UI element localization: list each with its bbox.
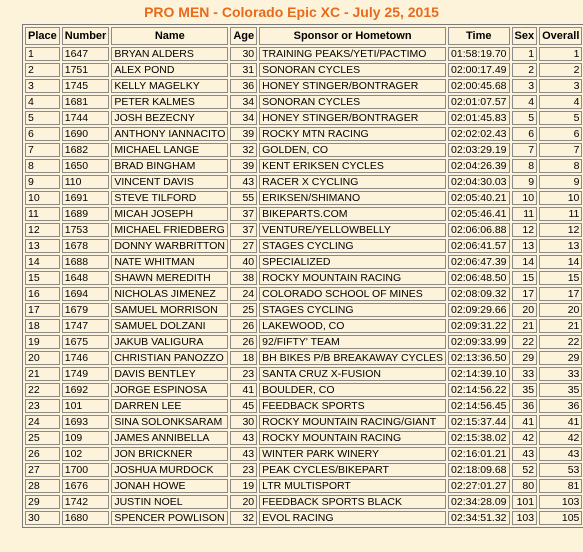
cell-sponsor: TRAINING PEAKS/YETI/PACTIMO: [259, 47, 446, 61]
cell-time: 02:34:51.32: [448, 511, 509, 525]
cell-overall: 7: [539, 143, 582, 157]
cell-sponsor: VENTURE/YELLOWBELLY: [259, 223, 446, 237]
cell-name: DAVIS BENTLEY: [111, 367, 228, 381]
cell-sex: 21: [512, 319, 538, 333]
cell-time: 02:14:39.10: [448, 367, 509, 381]
header-row: [25, 27, 582, 45]
cell-place: 11: [25, 207, 60, 221]
cell-number: 1689: [62, 207, 110, 221]
table-row: [25, 271, 582, 285]
cell-number: 102: [62, 447, 110, 461]
column-header-age: Age: [230, 27, 257, 45]
cell-name: BRAD BINGHAM: [111, 159, 228, 173]
cell-number: 1680: [62, 511, 110, 525]
cell-sponsor: HONEY STINGER/BONTRAGER: [259, 111, 446, 125]
cell-number: 1692: [62, 383, 110, 397]
table-row: [25, 495, 582, 509]
cell-number: 1744: [62, 111, 110, 125]
table-row: [25, 159, 582, 173]
cell-age: 40: [230, 255, 257, 269]
cell-age: 38: [230, 271, 257, 285]
cell-sponsor: ROCKY MOUNTAIN RACING/GIANT: [259, 415, 446, 429]
cell-time: 02:00:17.49: [448, 63, 509, 77]
cell-number: 1742: [62, 495, 110, 509]
cell-number: 109: [62, 431, 110, 445]
cell-time: 02:02:02.43: [448, 127, 509, 141]
cell-sex: 13: [512, 239, 538, 253]
cell-name: SAMUEL DOLZANI: [111, 319, 228, 333]
cell-number: 1676: [62, 479, 110, 493]
cell-age: 25: [230, 303, 257, 317]
cell-age: 27: [230, 239, 257, 253]
cell-overall: 22: [539, 335, 582, 349]
cell-number: 101: [62, 399, 110, 413]
cell-sponsor: LTR MULTISPORT: [259, 479, 446, 493]
table-row: [25, 95, 582, 109]
cell-sex: 14: [512, 255, 538, 269]
cell-age: 32: [230, 511, 257, 525]
cell-age: 18: [230, 351, 257, 365]
cell-age: 39: [230, 127, 257, 141]
column-header-name: Name: [111, 27, 228, 45]
cell-place: 27: [25, 463, 60, 477]
cell-sponsor: FEEDBACK SPORTS BLACK: [259, 495, 446, 509]
cell-sponsor: COLORADO SCHOOL OF MINES: [259, 287, 446, 301]
cell-time: 02:06:41.57: [448, 239, 509, 253]
cell-overall: 9: [539, 175, 582, 189]
cell-overall: 103: [539, 495, 582, 509]
cell-age: 23: [230, 367, 257, 381]
cell-sex: 33: [512, 367, 538, 381]
cell-sex: 6: [512, 127, 538, 141]
cell-sex: 9: [512, 175, 538, 189]
cell-time: 02:09:31.22: [448, 319, 509, 333]
cell-age: 43: [230, 175, 257, 189]
cell-age: 37: [230, 223, 257, 237]
cell-overall: 8: [539, 159, 582, 173]
cell-age: 30: [230, 47, 257, 61]
cell-time: 02:34:28.09: [448, 495, 509, 509]
table-row: [25, 127, 582, 141]
cell-number: 1647: [62, 47, 110, 61]
cell-age: 41: [230, 383, 257, 397]
cell-name: SHAWN MEREDITH: [111, 271, 228, 285]
cell-overall: 13: [539, 239, 582, 253]
cell-overall: 3: [539, 79, 582, 93]
cell-time: 02:00:45.68: [448, 79, 509, 93]
table-row: [25, 351, 582, 365]
cell-overall: 43: [539, 447, 582, 461]
cell-time: 01:58:19.70: [448, 47, 509, 61]
table-row: [25, 239, 582, 253]
table-row: [25, 143, 582, 157]
cell-number: 1753: [62, 223, 110, 237]
cell-overall: 42: [539, 431, 582, 445]
cell-age: 19: [230, 479, 257, 493]
cell-age: 23: [230, 463, 257, 477]
column-header-sponsor: Sponsor or Hometown: [259, 27, 446, 45]
cell-overall: 12: [539, 223, 582, 237]
cell-overall: 29: [539, 351, 582, 365]
cell-overall: 4: [539, 95, 582, 109]
cell-name: JORGE ESPINOSA: [111, 383, 228, 397]
cell-overall: 105: [539, 511, 582, 525]
cell-sex: 41: [512, 415, 538, 429]
cell-sex: 42: [512, 431, 538, 445]
cell-number: 1694: [62, 287, 110, 301]
cell-time: 02:04:30.03: [448, 175, 509, 189]
cell-overall: 2: [539, 63, 582, 77]
cell-time: 02:14:56.45: [448, 399, 509, 413]
table-row: [25, 431, 582, 445]
cell-time: 02:08:09.32: [448, 287, 509, 301]
cell-place: 13: [25, 239, 60, 253]
cell-sex: 2: [512, 63, 538, 77]
cell-sex: 5: [512, 111, 538, 125]
cell-sponsor: SANTA CRUZ X-FUSION: [259, 367, 446, 381]
table-row: [25, 447, 582, 461]
cell-place: 20: [25, 351, 60, 365]
cell-time: 02:01:45.83: [448, 111, 509, 125]
cell-age: 30: [230, 415, 257, 429]
cell-name: MICHAEL FRIEDBERG: [111, 223, 228, 237]
cell-time: 02:06:47.39: [448, 255, 509, 269]
cell-place: 22: [25, 383, 60, 397]
cell-sponsor: SONORAN CYCLES: [259, 63, 446, 77]
cell-name: ALEX POND: [111, 63, 228, 77]
cell-sponsor: GOLDEN, CO: [259, 143, 446, 157]
cell-number: 1747: [62, 319, 110, 333]
cell-sex: 103: [512, 511, 538, 525]
cell-sponsor: BOULDER, CO: [259, 383, 446, 397]
cell-number: 1751: [62, 63, 110, 77]
cell-place: 19: [25, 335, 60, 349]
cell-age: 26: [230, 335, 257, 349]
cell-place: 18: [25, 319, 60, 333]
cell-sponsor: BIKEPARTS.COM: [259, 207, 446, 221]
cell-place: 9: [25, 175, 60, 189]
cell-number: 1745: [62, 79, 110, 93]
table-row: [25, 319, 582, 333]
cell-number: 1749: [62, 367, 110, 381]
cell-name: CHRISTIAN PANOZZO: [111, 351, 228, 365]
cell-time: 02:15:37.44: [448, 415, 509, 429]
cell-place: 24: [25, 415, 60, 429]
cell-sex: 80: [512, 479, 538, 493]
cell-age: 34: [230, 111, 257, 125]
cell-name: SAMUEL MORRISON: [111, 303, 228, 317]
table-row: [25, 367, 582, 381]
cell-place: 4: [25, 95, 60, 109]
cell-sponsor: WINTER PARK WINERY: [259, 447, 446, 461]
cell-overall: 17: [539, 287, 582, 301]
cell-name: JON BRICKNER: [111, 447, 228, 461]
cell-overall: 35: [539, 383, 582, 397]
cell-time: 02:15:38.02: [448, 431, 509, 445]
cell-sex: 101: [512, 495, 538, 509]
results-table: [22, 24, 583, 528]
cell-age: 43: [230, 447, 257, 461]
cell-age: 26: [230, 319, 257, 333]
cell-place: 7: [25, 143, 60, 157]
cell-name: ANTHONY IANNACITO: [111, 127, 228, 141]
cell-age: 36: [230, 79, 257, 93]
cell-age: 20: [230, 495, 257, 509]
cell-sex: 10: [512, 191, 538, 205]
cell-name: VINCENT DAVIS: [111, 175, 228, 189]
cell-age: 31: [230, 63, 257, 77]
cell-sponsor: ROCKY MOUNTAIN RACING: [259, 271, 446, 285]
table-row: [25, 191, 582, 205]
cell-overall: 15: [539, 271, 582, 285]
cell-name: MICAH JOSEPH: [111, 207, 228, 221]
cell-number: 1648: [62, 271, 110, 285]
cell-time: 02:06:48.50: [448, 271, 509, 285]
table-row: [25, 511, 582, 525]
cell-overall: 6: [539, 127, 582, 141]
cell-name: JAMES ANNIBELLA: [111, 431, 228, 445]
cell-name: JUSTIN NOEL: [111, 495, 228, 509]
cell-time: 02:14:56.22: [448, 383, 509, 397]
cell-age: 43: [230, 431, 257, 445]
cell-overall: 5: [539, 111, 582, 125]
cell-age: 24: [230, 287, 257, 301]
cell-sex: 7: [512, 143, 538, 157]
column-header-time: Time: [448, 27, 509, 45]
cell-time: 02:01:07.57: [448, 95, 509, 109]
cell-overall: 21: [539, 319, 582, 333]
cell-sponsor: STAGES CYCLING: [259, 239, 446, 253]
column-header-sex: Sex: [512, 27, 538, 45]
cell-age: 55: [230, 191, 257, 205]
cell-name: NATE WHITMAN: [111, 255, 228, 269]
cell-place: 3: [25, 79, 60, 93]
cell-overall: 81: [539, 479, 582, 493]
cell-place: 15: [25, 271, 60, 285]
cell-place: 25: [25, 431, 60, 445]
cell-place: 2: [25, 63, 60, 77]
cell-sex: 15: [512, 271, 538, 285]
table-row: [25, 207, 582, 221]
cell-sponsor: BH BIKES P/B BREAKAWAY CYCLES: [259, 351, 446, 365]
cell-sex: 8: [512, 159, 538, 173]
cell-place: 26: [25, 447, 60, 461]
table-row: [25, 79, 582, 93]
table-row: [25, 223, 582, 237]
results-body: [25, 47, 582, 525]
table-row: [25, 255, 582, 269]
cell-sponsor: ERIKSEN/SHIMANO: [259, 191, 446, 205]
cell-time: 02:09:33.99: [448, 335, 509, 349]
column-header-place: Place: [25, 27, 60, 45]
cell-sponsor: PEAK CYCLES/BIKEPART: [259, 463, 446, 477]
cell-time: 02:04:26.39: [448, 159, 509, 173]
cell-time: 02:03:29.19: [448, 143, 509, 157]
cell-number: 1700: [62, 463, 110, 477]
cell-sponsor: 92/FIFTY' TEAM: [259, 335, 446, 349]
cell-place: 30: [25, 511, 60, 525]
column-header-number: Number: [62, 27, 110, 45]
cell-time: 02:13:36.50: [448, 351, 509, 365]
cell-name: JAKUB VALIGURA: [111, 335, 228, 349]
cell-overall: 14: [539, 255, 582, 269]
cell-time: 02:05:46.41: [448, 207, 509, 221]
table-row: [25, 47, 582, 61]
cell-time: 02:05:40.21: [448, 191, 509, 205]
cell-name: SPENCER POWLISON: [111, 511, 228, 525]
table-row: [25, 287, 582, 301]
page-title: PRO MEN - Colorado Epic XC - July 25, 2015: [144, 4, 439, 20]
cell-sponsor: HONEY STINGER/BONTRAGER: [259, 79, 446, 93]
table-row: [25, 399, 582, 413]
cell-overall: 33: [539, 367, 582, 381]
cell-age: 32: [230, 143, 257, 157]
cell-number: 1746: [62, 351, 110, 365]
table-row: [25, 463, 582, 477]
cell-number: 1688: [62, 255, 110, 269]
cell-name: PETER KALMES: [111, 95, 228, 109]
table-row: [25, 415, 582, 429]
cell-name: BRYAN ALDERS: [111, 47, 228, 61]
cell-name: KELLY MAGELKY: [111, 79, 228, 93]
cell-name: SINA SOLONKSARAM: [111, 415, 228, 429]
cell-sex: 12: [512, 223, 538, 237]
cell-sponsor: KENT ERIKSEN CYCLES: [259, 159, 446, 173]
cell-time: 02:09:29.66: [448, 303, 509, 317]
cell-age: 39: [230, 159, 257, 173]
table-row: [25, 303, 582, 317]
cell-sex: 1: [512, 47, 538, 61]
cell-name: DARREN LEE: [111, 399, 228, 413]
cell-sponsor: RACER X CYCLING: [259, 175, 446, 189]
cell-overall: 20: [539, 303, 582, 317]
cell-sponsor: SPECIALIZED: [259, 255, 446, 269]
cell-place: 6: [25, 127, 60, 141]
cell-overall: 36: [539, 399, 582, 413]
cell-sex: 3: [512, 79, 538, 93]
cell-sex: 20: [512, 303, 538, 317]
cell-number: 1675: [62, 335, 110, 349]
cell-age: 37: [230, 207, 257, 221]
cell-place: 14: [25, 255, 60, 269]
cell-sex: 36: [512, 399, 538, 413]
cell-place: 23: [25, 399, 60, 413]
table-row: [25, 335, 582, 349]
cell-sex: 17: [512, 287, 538, 301]
cell-sponsor: ROCKY MOUNTAIN RACING: [259, 431, 446, 445]
cell-place: 21: [25, 367, 60, 381]
cell-place: 1: [25, 47, 60, 61]
cell-sex: 29: [512, 351, 538, 365]
table-row: [25, 479, 582, 493]
table-row: [25, 383, 582, 397]
cell-overall: 41: [539, 415, 582, 429]
cell-number: 1681: [62, 95, 110, 109]
cell-time: 02:18:09.68: [448, 463, 509, 477]
cell-sex: 22: [512, 335, 538, 349]
cell-place: 17: [25, 303, 60, 317]
column-header-overall: Overall: [539, 27, 582, 45]
cell-number: 1650: [62, 159, 110, 173]
cell-name: JONAH HOWE: [111, 479, 228, 493]
cell-number: 1679: [62, 303, 110, 317]
cell-overall: 11: [539, 207, 582, 221]
cell-overall: 1: [539, 47, 582, 61]
cell-sponsor: FEEDBACK SPORTS: [259, 399, 446, 413]
cell-sponsor: SONORAN CYCLES: [259, 95, 446, 109]
cell-place: 12: [25, 223, 60, 237]
cell-time: 02:27:01.27: [448, 479, 509, 493]
cell-age: 45: [230, 399, 257, 413]
cell-name: NICHOLAS JIMENEZ: [111, 287, 228, 301]
cell-name: MICHAEL LANGE: [111, 143, 228, 157]
cell-name: JOSHUA MURDOCK: [111, 463, 228, 477]
table-row: [25, 63, 582, 77]
cell-sponsor: LAKEWOOD, CO: [259, 319, 446, 333]
cell-sponsor: EVOL RACING: [259, 511, 446, 525]
table-row: [25, 111, 582, 125]
cell-name: STEVE TILFORD: [111, 191, 228, 205]
cell-number: 1690: [62, 127, 110, 141]
cell-number: 110: [62, 175, 110, 189]
cell-place: 29: [25, 495, 60, 509]
cell-sponsor: STAGES CYCLING: [259, 303, 446, 317]
cell-sex: 4: [512, 95, 538, 109]
cell-number: 1691: [62, 191, 110, 205]
cell-sex: 43: [512, 447, 538, 461]
cell-age: 34: [230, 95, 257, 109]
cell-sex: 11: [512, 207, 538, 221]
cell-overall: 53: [539, 463, 582, 477]
cell-sponsor: ROCKY MTN RACING: [259, 127, 446, 141]
cell-overall: 10: [539, 191, 582, 205]
cell-sex: 35: [512, 383, 538, 397]
cell-time: 02:06:06.88: [448, 223, 509, 237]
cell-number: 1678: [62, 239, 110, 253]
cell-time: 02:16:01.21: [448, 447, 509, 461]
cell-place: 28: [25, 479, 60, 493]
cell-name: DONNY WARBRITTON: [111, 239, 228, 253]
table-row: [25, 175, 582, 189]
cell-place: 10: [25, 191, 60, 205]
cell-number: 1682: [62, 143, 110, 157]
cell-place: 8: [25, 159, 60, 173]
cell-sex: 52: [512, 463, 538, 477]
cell-number: 1693: [62, 415, 110, 429]
cell-place: 5: [25, 111, 60, 125]
cell-name: JOSH BEZECNY: [111, 111, 228, 125]
cell-place: 16: [25, 287, 60, 301]
